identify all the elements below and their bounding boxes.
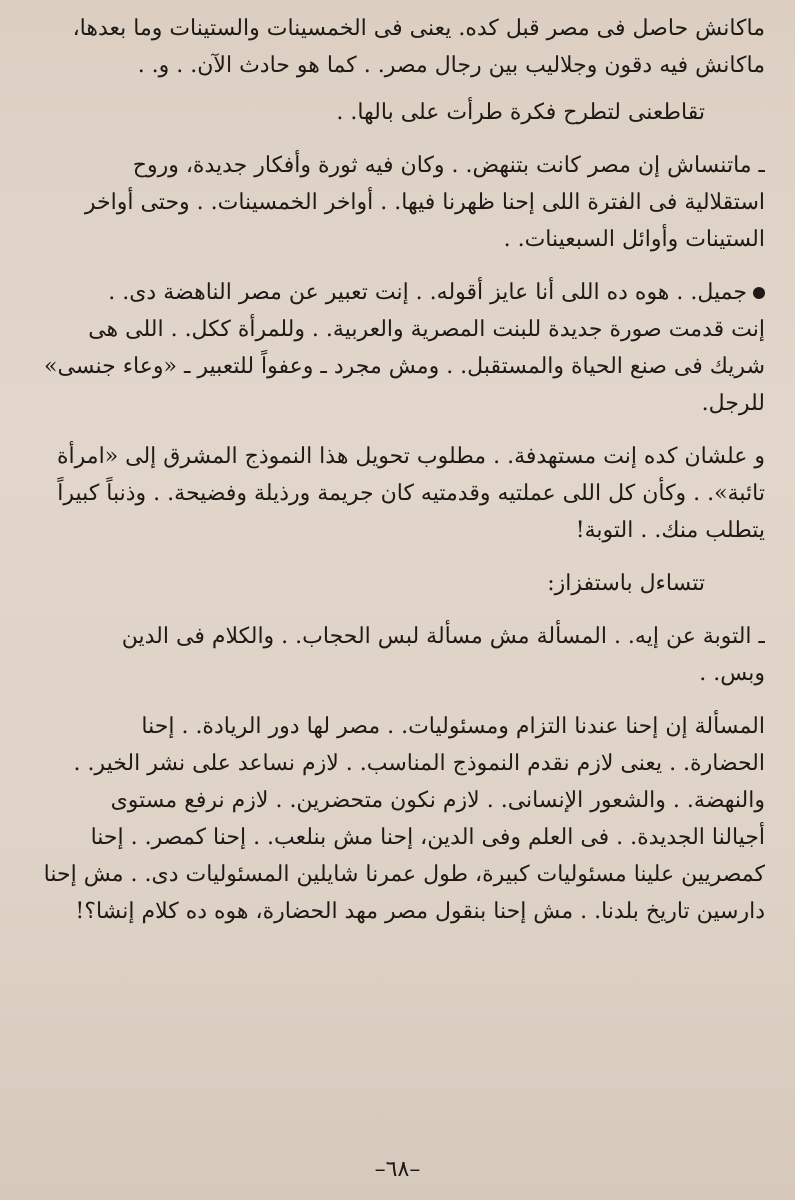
text-line: للرجل. <box>701 391 765 416</box>
text-line: تتساءل باستفزاز: <box>547 571 705 596</box>
paragraph-6 <box>26 565 765 602</box>
text-line: ـ ماتنساش إن مصر كانت بتنهض. . وكان فيه ثورة وأفكار جديدة، وروح <box>132 153 765 178</box>
text-line: تقاطعنى لتطرح فكرة طرأت على بالها. . <box>336 100 705 125</box>
text-line: دارسين تاريخ بلدنا. . مش إحنا بنقول مصر مهد الحضارة، هوه ده كلام إنشا؟! <box>75 899 765 924</box>
text-line: الحضارة. . يعنى لازم نقدم النموذج المناسب. . لازم نساعد على نشر الخير. . <box>73 751 765 776</box>
paragraph-3 <box>26 147 765 258</box>
paragraph-5 <box>26 438 765 549</box>
text-line: ـ التوبة عن إيه. . المسألة مش مسألة لبس الحجاب. . والكلام فى الدين <box>121 624 765 649</box>
text-line-bullet <box>26 274 765 311</box>
bullet-icon <box>753 287 765 299</box>
text-line: و علشان كده إنت مستهدفة. . مطلوب تحويل هذا النموذج المشرق إلى «امرأة <box>57 444 765 469</box>
paragraph-7 <box>26 618 765 692</box>
text-line: تائبة». . وكأن كل اللى عملتيه وقدمتيه كان جريمة ورذيلة وفضيحة. . وذنباً كبيراً <box>57 481 765 506</box>
text-line: وبس. . <box>699 661 765 686</box>
page-number: –٦٨– <box>374 1157 421 1182</box>
text-line: يتطلب منك. . التوبة! <box>575 518 765 543</box>
paragraph-1 <box>26 10 765 84</box>
text-line: جميل. . هوه ده اللى أنا عايز أقوله. . إنت تعبير عن مصر الناهضة دى. . <box>108 280 747 305</box>
text-line: كمصريين علينا مسئوليات كبيرة، طول عمرنا شايلين المسئوليات دى. . مش إحنا <box>43 862 765 887</box>
text-line: ماكانش فيه دقون وجلاليب بين رجال مصر. . كما هو حادث الآن. . و. . <box>137 53 765 78</box>
text-line: الستينات وأوائل السبعينات. . <box>503 227 765 252</box>
paragraph-4 <box>26 274 765 422</box>
paragraph-8 <box>26 708 765 930</box>
text-line: شريك فى صنع الحياة والمستقبل. . ومش مجرد ـ وعفواً للتعبير ـ «وعاء جنسى» <box>44 354 765 379</box>
text-line: استقلالية فى الفترة اللى إحنا ظهرنا فيها. . أواخر الخمسينات. . وحتى أواخر <box>84 190 765 215</box>
paragraph-2 <box>26 94 765 131</box>
text-line: إنت قدمت صورة جديدة للبنت المصرية والعربية. . وللمرأة ككل. . اللى هى <box>88 317 765 342</box>
text-line: المسألة إن إحنا عندنا التزام ومسئوليات. . مصر لها دور الريادة. . إحنا <box>141 714 765 739</box>
text-line: والنهضة. . والشعور الإنسانى. . لازم نكون متحضرين. . لازم نرفع مستوى <box>110 788 765 813</box>
text-line: ماكانش حاصل فى مصر قبل كده. يعنى فى الخمسينات والستينات وما بعدها، <box>72 16 765 41</box>
text-line: أجيالنا الجديدة. . فى العلم وفى الدين، إحنا مش بنلعب. . إحنا كمصر. . إحنا <box>90 825 765 850</box>
